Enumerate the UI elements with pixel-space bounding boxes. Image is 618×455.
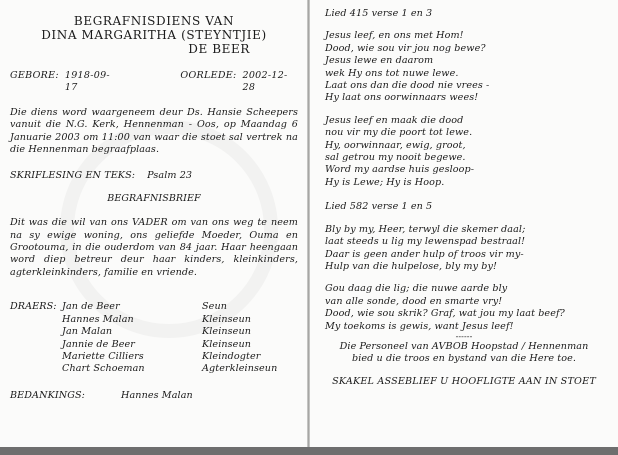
title-line-1: BEGRAFNISDIENS VAN: [73, 14, 235, 28]
verse-line: sal getrou my nooit begewe.: [325, 152, 466, 164]
staff-line-2: bied u die troos en bystand van die Here toe.: [351, 353, 577, 365]
hymn-1-stanza-2: [325, 115, 603, 189]
verse-line: Bly by my, Heer, terwyl die skemer daal;: [325, 223, 526, 235]
staff-line-1: Die Personeel van AVBOB Hoopstad / Hennenman: [339, 340, 589, 352]
bearer-name: Jan de Beer: [62, 301, 120, 313]
hymn-2-stanza-2: [325, 283, 603, 333]
thanks-name: Hannes Malan: [121, 389, 193, 401]
verse-line: My toekoms is gewis, want Jesus leef!: [325, 320, 514, 332]
died-date: 2002-12-28: [242, 70, 288, 94]
dates-row: [10, 70, 298, 95]
right-panel: [325, 8, 603, 388]
bearer-name: Chart Schoeman: [62, 363, 145, 375]
scan-edge: [0, 447, 618, 455]
verse-line: Dood, wie sou vir jou nog bewe?: [325, 42, 486, 54]
verse-line: Jesus leef, en ons met Hom!: [325, 30, 464, 42]
letter-paragraph: Dit was die wil van ons VADER om van ons weg te neem na sy ewige woning, ons geliefde Moeder, Ouma en Grootouma, in die ouderdom van 84 jaar. Haar heengaan word diep betreur deur haar kinders, kleinkinders, agterkleinkinders, familie en vriende.: [10, 217, 298, 278]
bearer-relation: Kleinseun: [202, 326, 252, 338]
verse-line: Word my aardse huis gesloop-: [325, 164, 475, 176]
verse-line: laat steeds u lig my lewenspad bestraal!: [325, 236, 526, 248]
verse-line: Daar is geen ander hulp of troos vir my-: [325, 248, 524, 260]
verse-line: Gou daag die lig; die nuwe aarde bly: [325, 283, 508, 295]
left-panel: [10, 8, 298, 402]
scripture-reading: [10, 170, 298, 182]
bearer-relation: Kleinseun: [202, 313, 252, 325]
bearer-relation: Agterkleinseun: [202, 363, 278, 375]
verse-line: van alle sonde, dood en smarte vry!: [325, 295, 503, 307]
bearers-list: [10, 301, 298, 375]
verse-line: Dood, wie sou skrik? Graf, wat jou my laat beef?: [325, 308, 565, 320]
hymn-1-stanza-1: [325, 30, 603, 104]
closing-notice: SKAKEL ASSEBLIEF U HOOFLIGTE AAN IN STOET: [332, 375, 596, 387]
service-paragraph: Die diens word waargeneem deur Ds. Hansie Scheepers vanuit die N.G. Kerk, Hennenman - Oos, op Maandag 6 Januarie 2003 om 11:00 van waar die stoet sal vertrek na die Hennenman begraafplaas.: [10, 106, 298, 156]
died-label: OORLEDE:: [180, 70, 237, 81]
bearer-name: Jannie de Beer: [62, 338, 135, 350]
verse-line: Laat ons dan die dood nie vrees -: [325, 80, 490, 92]
bearer-relation: Seun: [202, 301, 228, 313]
reading-reference: Psalm 23: [147, 170, 193, 182]
verse-line: Hy is Lewe; Hy is Hoop.: [325, 176, 445, 188]
separator: ------: [455, 331, 473, 341]
bearer-relation: Kleindogter: [202, 350, 261, 362]
thanks-label: BEDANKINGS:: [10, 389, 85, 401]
bearer-name: Mariette Cilliers: [62, 350, 144, 362]
born-date: 1918-09-17: [64, 70, 110, 94]
verse-line: Hulp van die hulpelose, bly my by!: [325, 260, 497, 272]
bearer-name: Hannes Malan: [62, 313, 134, 325]
hymn-2-heading: Lied 582 verse 1 en 5: [325, 201, 433, 213]
verse-line: Jesus lewe en daarom: [325, 55, 434, 67]
verse-line: nou vir my die poort tot lewe.: [325, 127, 473, 139]
verse-line: wek Hy ons tot nuwe lewe.: [325, 67, 459, 79]
verse-line: Jesus leef en maak die dood: [325, 114, 464, 126]
thanks-row: [10, 390, 298, 402]
bearers-label: DRAERS:: [10, 301, 57, 313]
page-fold: [307, 0, 310, 455]
title-line-2: DINA MARGARITHA (STEYNTJIE): [41, 28, 267, 42]
title-line-3: DE BEER: [188, 42, 250, 56]
hymn-2-stanza-1: [325, 224, 603, 274]
letter-heading: BEGRAFNISBRIEF: [107, 192, 201, 204]
verse-line: Hy laat ons oorwinnaars wees!: [325, 92, 479, 104]
bearer-name: Jan Malan: [62, 326, 113, 338]
reading-label: SKRIFLESING EN TEKS:: [10, 170, 136, 182]
bearer-relation: Kleinseun: [202, 338, 252, 350]
hymn-1-heading: Lied 415 verse 1 en 3: [325, 8, 433, 19]
born-label: GEBORE:: [10, 70, 59, 81]
verse-line: Hy, oorwinnaar, ewig, groot,: [325, 139, 466, 151]
